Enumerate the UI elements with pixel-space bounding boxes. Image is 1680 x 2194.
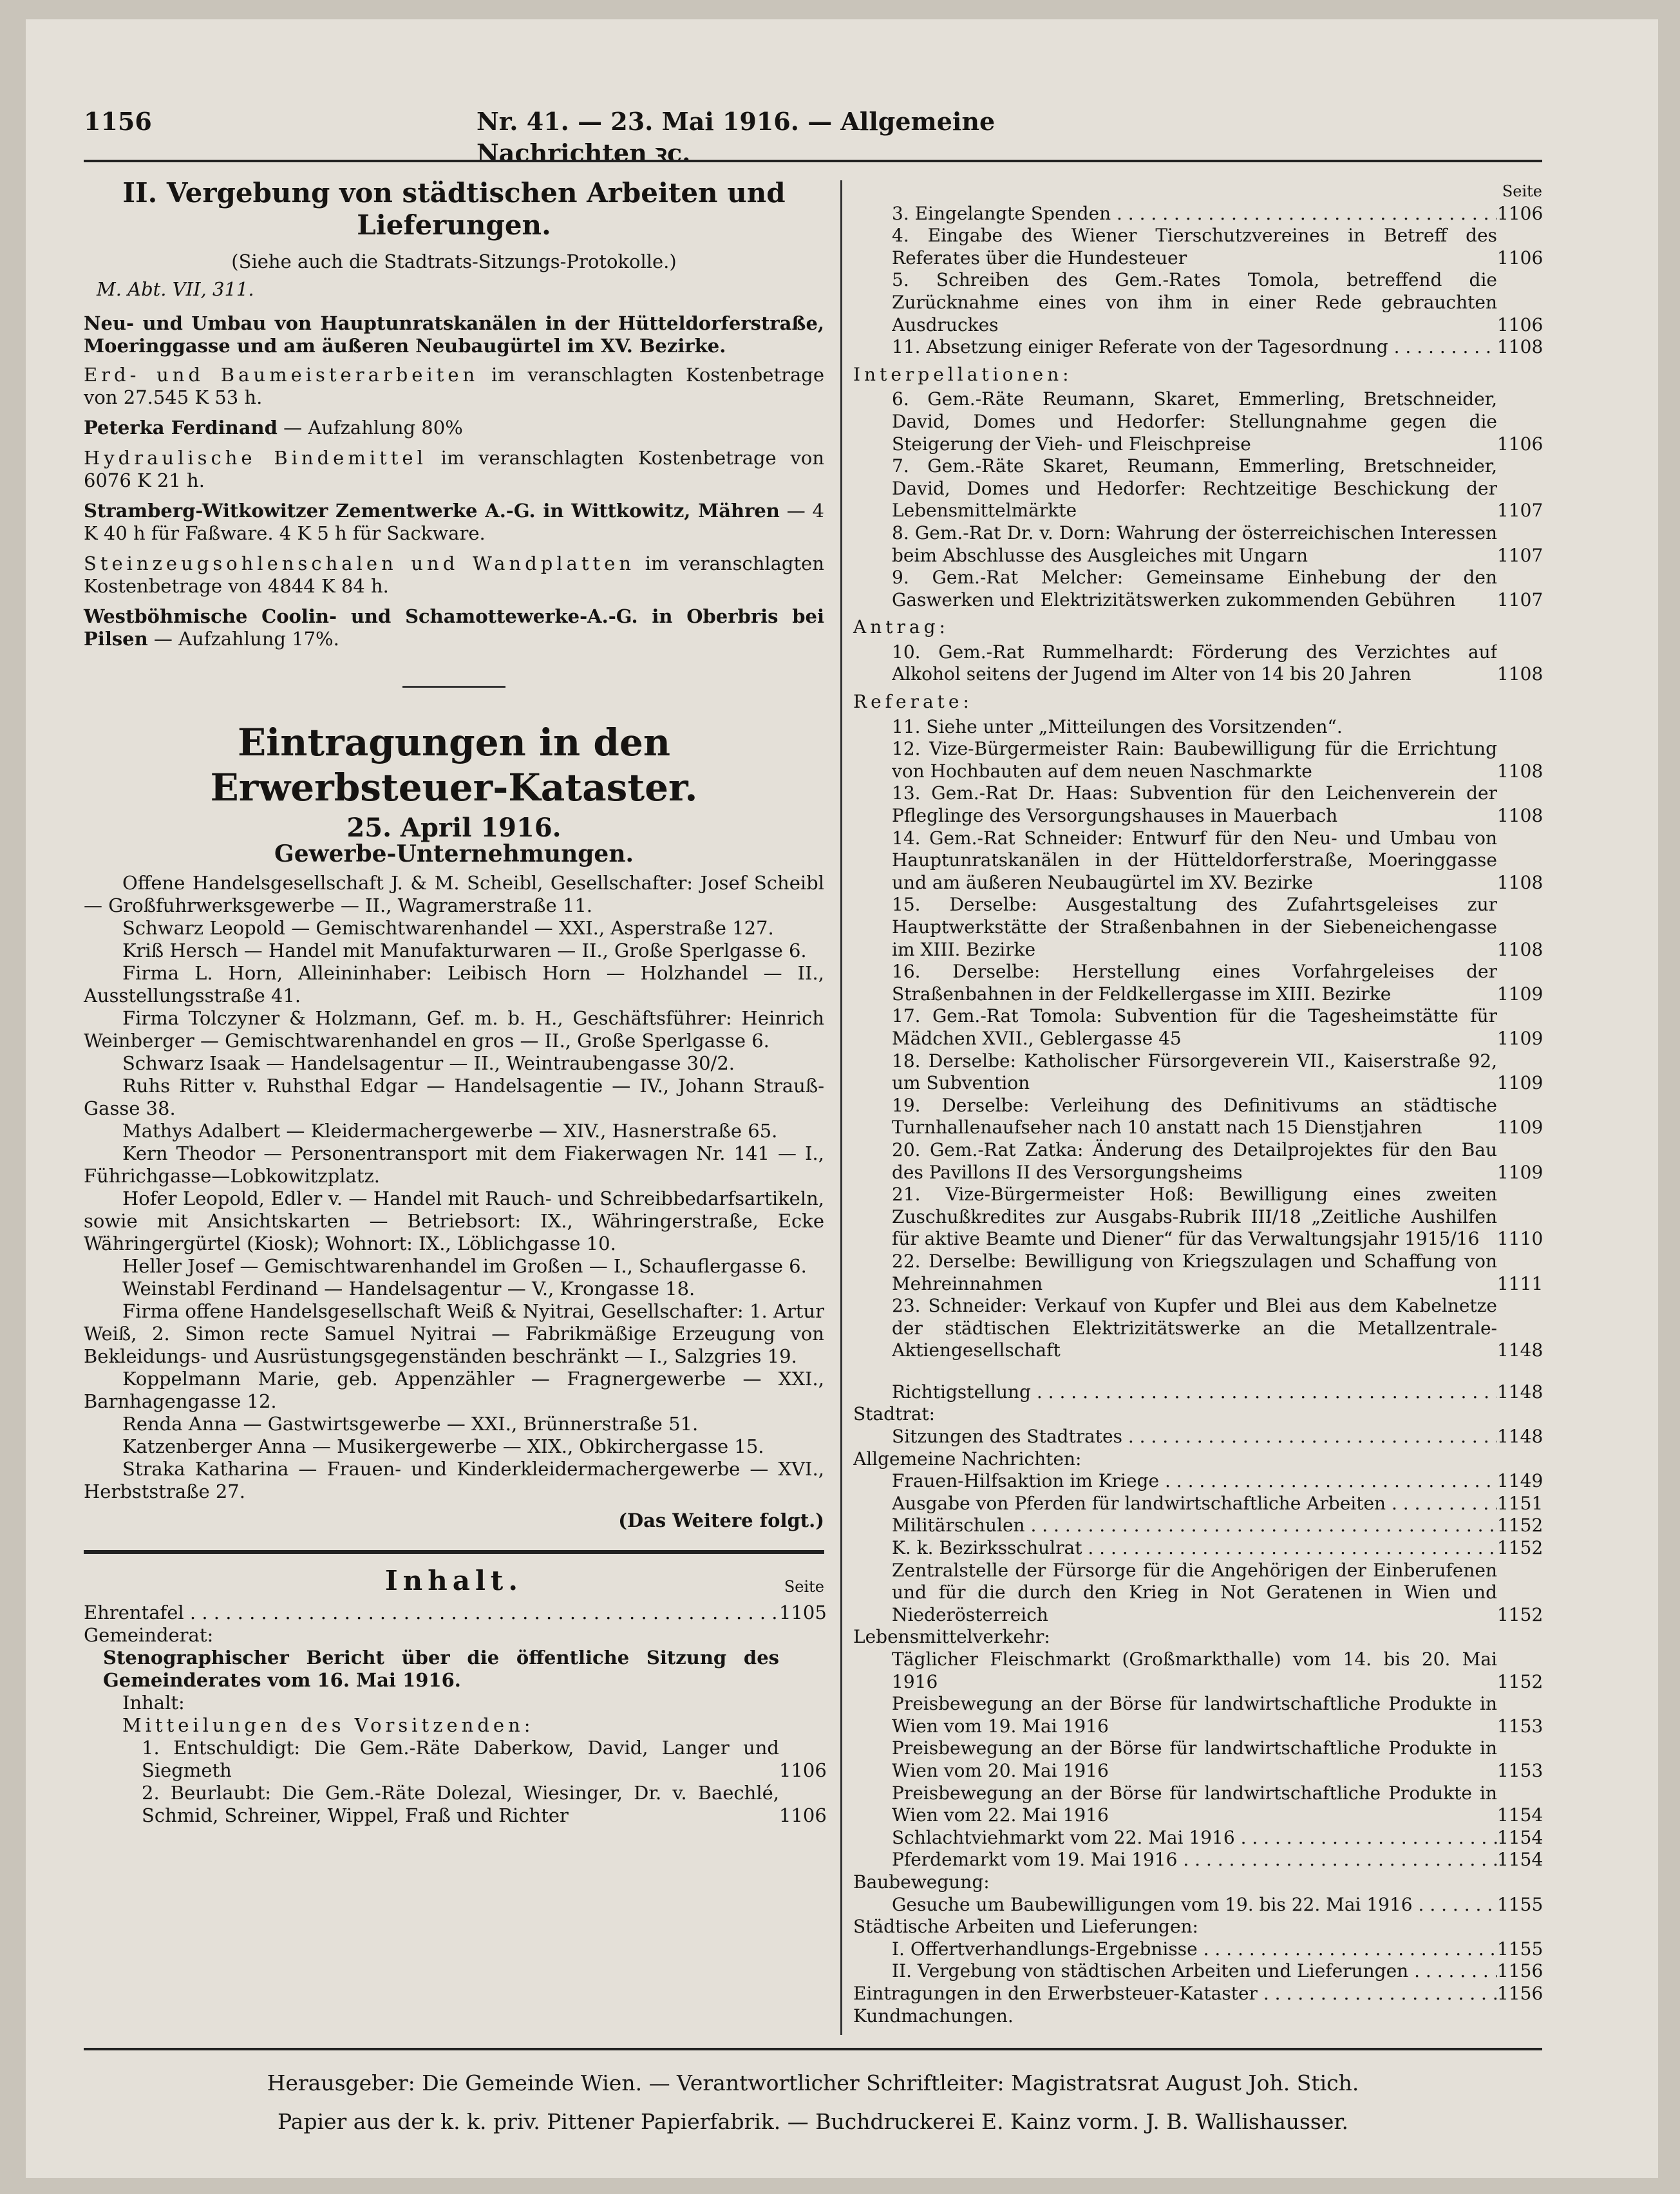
running-title: Nr. 41. — 23. Mai 1916. — Allgemeine Nachrichten ꝛc. [477,107,996,167]
toc-item [892,1184,1542,1251]
toc-item [142,1737,827,1782]
tender-item [84,417,824,439]
toc-group-title: Interpellationen: [853,363,1073,385]
kataster-entry: Schwarz Isaak — Handelsagentur — II., Weintraubengasse 30/2. [122,1052,735,1074]
toc-item [892,225,1542,269]
toc-item-page: 1156 [1497,1960,1543,1982]
toc-item [892,1139,1542,1184]
toc-item [853,1916,1542,1938]
project-title: Neu- und Umbau von Hauptunratskanälen in der Hütteldorferstraße, Moeringgasse und am äußeren Neubaugürtel im XV. Bezirke. [84,312,824,357]
toc-item-page: 1152 [1497,1537,1543,1559]
toc-item-label: 5. Schreiben des Gem.-Rates Tomola, betreffend die Zurücknahme eines von ihm in einer Rede gebrauchten Ausdruckes [892,269,1497,336]
toc-item [892,1960,1542,1983]
toc-item [84,1624,824,1647]
toc-item [892,1827,1542,1849]
kataster-entry: Kern Theodor — Personentransport mit dem Fiakerwagen Nr. 141 — I., Führichgasse—Lobkowitzplatz. [84,1142,824,1187]
toc-item-label: Mitteilungen des Vorsitzenden: [122,1714,534,1736]
toc-item-label: 1. Entschuldigt: Die Gem.-Räte Daberkow, David, Langer und Siegmeth [142,1737,779,1781]
tender-item-head: Steinzeugsohlenschalen und Wandplatten [84,553,636,574]
kataster-entry: Heller Josef — Gemischtwarenhandel im Großen — I., Schauflergasse 6. [122,1255,807,1277]
toc-item-label: 4. Eingabe des Wiener Tierschutzvereines in Betreff des Referates über die Hundesteuer [892,225,1497,269]
toc-item [853,1983,1542,2005]
toc-item [892,1894,1542,1916]
toc-item-page: 1109 [1497,1117,1543,1139]
toc-item-label: 6. Gem.-Räte Reumann, Skaret, Emmerling, Bretschneider, David, Domes und Hedorfer: Stellungnahme gegen die Steigerung der Vieh- und Fleischpreise [892,388,1497,455]
toc-item-label: 8. Gem.-Rat Dr. v. Dorn: Wahrung der österreichischen Interessen beim Abschlusse des Ausgleiches mit Ungarn [892,522,1497,566]
toc-item-page: 1105 [779,1602,827,1623]
toc-item-label: I. Offertverhandlungs-Ergebnisse . . . [892,1938,1497,1961]
tender-item-head: Peterka Ferdinand [84,417,278,439]
toc-item-page: 1106 [779,1759,827,1781]
continued-note: (Das Weitere folgt.) [618,1509,824,1531]
toc-item [892,1783,1542,1827]
toc-item-label: K. k. Bezirksschulrat . . . [892,1537,1497,1560]
toc-item [892,961,1542,1005]
toc-item-page: 1148 [1497,1339,1543,1361]
see-also-note: (Siehe auch die Stadtrats-Sitzungs-Protokolle.) [231,251,677,272]
toc-item [892,567,1542,611]
toc-item-label: 13. Gem.-Rat Dr. Haas: Subvention für den Leichenverein der Pfleglinge des Versorgungshauses in Mauerbach [892,782,1497,827]
toc-item-page: 1107 [1497,544,1543,566]
kataster-entry: Firma L. Horn, Alleininhaber: Leibisch Horn — Holzhandel — II., Ausstellungsstraße 41. [84,962,824,1007]
toc-item [892,1537,1542,1560]
page-number: 1156 [84,107,152,136]
toc-item [892,782,1542,827]
tender-item [84,605,824,650]
imprint [84,2064,1542,2141]
toc-item [892,716,1542,739]
toc-item-label: 14. Gem.-Rat Schneider: Entwurf für den Neu- und Umbau von Hauptunratskanälen in der Hütteldorferstraße, Moeringgasse und am äußeren Neubaugürtel im XV. Bezirke [892,827,1497,893]
toc-item-label: 20. Gem.-Rat Zatka: Änderung des Detailprojektes für den Bau des Pavillons II des Versorgungsheims [892,1139,1497,1183]
tender-item-text: — Aufzahlung 17%. [147,628,339,650]
department-ref: M. Abt. VII, 311. [97,278,254,300]
toc-item [892,827,1542,894]
toc-item-label: Täglicher Fleischmarkt (Großmarkthalle) vom 14. bis 20. Mai 1916 [892,1649,1497,1692]
kataster-entry: Straka Katharina — Frauen- und Kinderkleidermachergewerbe — XVI., Herbststraße 27. [84,1458,824,1502]
kataster-entry: Offene Handelsgesellschaft J. & M. Scheibl, Gesellschafter: Josef Scheibl — Großfuhrwerksgewerbe — II., Wagramerstraße 11. [84,872,824,916]
toc-item-label: Frauen-Hilfsaktion im Kriege . . . [892,1470,1497,1493]
kataster-entry: Kriß Hersch — Handel mit Manufakturwaren — II., Große Sperlgasse 6. [122,940,807,961]
kataster-entry: Mathys Adalbert — Kleidermachergewerbe — XIV., Hasnerstraße 65. [122,1120,778,1142]
toc-item [853,1403,1542,1426]
toc-item [892,894,1542,961]
kataster-entry: Koppelmann Marie, geb. Appenzähler — Fragnergewerbe — XXI., Barnhagengasse 12. [84,1368,824,1412]
toc-item [892,1493,1542,1515]
kataster-subtitle: Gewerbe-Unternehmungen. [274,840,634,867]
toc-item [892,1295,1542,1362]
right-column [853,180,1542,2027]
toc-item-label: Sitzungen des Stadtrates . . . [892,1426,1497,1448]
toc-item-page: 1110 [1497,1228,1543,1250]
toc-item-page: 1106 [1497,247,1543,269]
toc-item [892,1251,1542,1295]
toc-item-page: 1109 [1497,1161,1543,1183]
toc-item-page: 1108 [1497,760,1543,782]
toc-item-page: 1148 [1497,1381,1543,1403]
toc-item-label: 11. Absetzung einiger Referate von der Tagesordnung . . . [892,336,1497,359]
toc-item-page: 1154 [1497,1826,1543,1848]
toc-item-label: II. Vergebung von städtischen Arbeiten und Lieferungen . . . [892,1960,1497,1983]
tender-items [84,364,824,650]
kataster-entry: Ruhs Ritter v. Ruhsthal Edgar — Handelsagentie — IV., Johann Strauß-Gasse 38. [84,1075,824,1119]
tender-item-text: — Aufzahlung 80% [277,417,463,439]
toc-item-label: Schlachtviehmarkt vom 22. Mai 1916 . . . [892,1827,1497,1849]
toc-item-page: 1152 [1497,1515,1543,1537]
toc-item-label: 9. Gem.-Rat Melcher: Gemeinsame Einhebung der den Gaswerken und Elektrizitätswerken zukommenden Gebühren [892,567,1497,610]
toc-item-label: Ehrentafel . . . [84,1602,779,1624]
toc-item [892,1426,1542,1448]
seite-label: Seite [784,1578,824,1596]
toc-item-label: 16. Derselbe: Herstellung eines Vorfahrgeleises der Straßenbahnen in der Feldkellergasse im XIII. Bezirke [892,961,1497,1005]
toc-item [892,336,1542,359]
toc-item-page: 1111 [1497,1272,1543,1294]
toc-item [892,1095,1542,1139]
toc-item-label: Pferdemarkt vom 19. Mai 1916 . . . [892,1849,1497,1871]
tender-item-head: Westböhmische Coolin- und Schamottewerke-A.-G. in Oberbris bei Pilsen [84,605,824,650]
toc-item [892,1693,1542,1737]
toc-item-label: Preisbewegung an der Börse für landwirtschaftliche Produkte in Wien vom 19. Mai 1916 [892,1693,1497,1737]
toc-item-label: Lebensmittelverkehr: [853,1626,1050,1648]
toc-item-page: 1106 [1497,433,1543,455]
toc-item [892,1515,1542,1537]
toc-item-page: 1108 [1497,663,1543,685]
section-separator [402,686,505,688]
toc-item-page: 1109 [1497,1072,1543,1094]
toc-item-label: Allgemeine Nachrichten: [853,1448,1082,1470]
toc-item-label: 17. Gem.-Rat Tomola: Subvention für die Tagesheimstätte für Mädchen XVII., Geblergasse 45 [892,1005,1497,1049]
column-divider [840,180,842,2035]
toc-group-title: Antrag: [853,616,949,638]
toc-group-title: Referate: [853,691,973,713]
toc-item-label: 3. Eingelangte Spenden . . . [892,203,1497,225]
toc-item [892,1938,1542,1961]
kataster-entry: Renda Anna — Gastwirtsgewerbe — XXI., Brünnerstraße 51. [122,1413,699,1435]
toc-item-page: 1107 [1497,589,1543,610]
toc-item-page: 1153 [1497,1715,1543,1737]
toc-item-label: Gesuche um Baubewilligungen vom 19. bis 22. Mai 1916 . . . [892,1894,1497,1916]
toc-item-label: Kundmachungen. [853,2005,1014,2027]
toc-item [892,1737,1542,1782]
toc-item-label: 15. Derselbe: Ausgestaltung des Zufahrtsgeleises zur Hauptwerkstätte der Straßenbahnen in der Siebeneichengasse im XIII. Bezirke [892,894,1497,960]
toc-item-page: 1149 [1497,1470,1543,1492]
toc-item [892,203,1542,225]
toc-item [84,1602,827,1624]
tender-item [84,447,824,492]
toc-item-label: 7. Gem.-Räte Skaret, Reumann, Emmerling, Bretschneider, David, Domes und Hedorfer: Rechtzeitige Beschickung der Lebensmittelmärkte [892,455,1497,522]
imprint-printer: Papier aus der k. k. priv. Pittener Papierfabrik. — Buchdruckerei E. Kainz vorm. J. B. Wallishausser. [277,2109,1349,2134]
toc-item-label: Zentralstelle der Fürsorge für die Angehörigen der Einberufenen und für die durch den Krieg in Not Geratenen in Wien und Niederösterreich [892,1559,1497,1625]
toc-item [853,1448,1542,1471]
toc-item-page: 1148 [1497,1426,1543,1448]
inhalt-title: Inhalt. [385,1565,523,1596]
toc-item-page: 1153 [1497,1759,1543,1781]
toc-item-label: Preisbewegung an der Börse für landwirtschaftliche Produkte in Wien vom 22. Mai 1916 [892,1782,1497,1826]
toc-item [892,641,1542,686]
tender-item-text: — 4 K 40 h für Faßware. 4 K 5 h für Sackware. [84,500,825,544]
toc-item-label: Baubewegung: [853,1871,990,1893]
toc-item-page: 1109 [1497,1027,1543,1049]
toc-item-label: Ausgabe von Pferden für landwirtschaftliche Arbeiten . . . [892,1493,1497,1515]
toc-item-label: 18. Derselbe: Katholischer Fürsorgeverein VII., Kaiserstraße 92, um Subvention [892,1050,1497,1094]
toc-item [892,1849,1542,1871]
header-rule [84,160,1542,162]
kataster-entry: Katzenberger Anna — Musikergewerbe — XIX., Obkirchergasse 15. [122,1435,764,1457]
toc-item [892,269,1542,336]
toc-item-label: 22. Derselbe: Bewilligung von Kriegszulagen und Schaffung von Mehreinnahmen [892,1250,1497,1294]
tender-item-head: Stramberg-Witkowitzer Zementwerke A.-G. in Wittkowitz, Mähren [84,500,780,522]
toc-item [892,1050,1542,1095]
footer-rule [84,2048,1542,2050]
toc-item [892,388,1542,455]
toc-item-page: 1154 [1497,1849,1543,1871]
tender-item-text: im veranschlagten Kostenbetrage von 4844 K 84 h. [84,553,824,597]
seite-label-right: Seite [1502,182,1542,200]
toc-item [892,1005,1542,1050]
toc-item [892,738,1542,782]
toc-item [892,1560,1542,1627]
toc-item-label: Preisbewegung an der Börse für landwirtschaftliche Produkte in Wien vom 20. Mai 1916 [892,1737,1497,1781]
toc-item-label: Stenographischer Bericht über die öffentliche Sitzung des Gemeinderates vom 16. Mai 1916. [103,1647,779,1691]
toc-item-label: 23. Schneider: Verkauf von Kupfer und Blei aus dem Kabelnetze der städtischen Elektrizitätswerke an die Metallzentrale-Aktiengesellschaft [892,1295,1497,1361]
tender-item-text: im veranschlagten Kostenbetrage von 6076 K 21 h. [84,447,824,491]
tender-item [84,500,824,545]
toc-spacer [853,1362,1542,1381]
toc-item-page: 1108 [1497,938,1543,960]
inhalt-header [84,1565,824,1602]
toc-item [892,1470,1542,1493]
toc-item [142,1782,827,1827]
toc-item-page: 1152 [1497,1670,1543,1692]
kataster-title: Eintragungen in den Erwerbsteuer-Kataster. [210,721,698,809]
toc-item-page: 1108 [1497,871,1543,893]
toc-item-page: 1109 [1497,983,1543,1005]
toc-item [892,1381,1542,1404]
toc-item-page: 1155 [1497,1938,1543,1960]
tender-item [84,364,824,409]
imprint-publisher: Herausgeber: Die Gemeinde Wien. — Verantwortlicher Schriftleiter: Magistratsrat August Joh. Stich. [267,2070,1359,2095]
toc-item [103,1647,824,1692]
toc-item-page: 1155 [1497,1893,1543,1915]
toc-item-label: Richtigstellung . . . [892,1381,1497,1404]
toc-item-label: Gemeinderat: [84,1624,214,1646]
toc-item [892,522,1542,567]
toc-item [853,2005,1542,2028]
kataster-entry: Firma offene Handelsgesellschaft Weiß & Nyitrai, Gesellschafter: 1. Artur Weiß, 2. Simon recte Samuel Nyitrai — Fabrikmäßige Erzeugung von Bekleidungs- und Ausrüstungsgegenständen beschränkt — I., Salzgries 19. [84,1300,824,1367]
toc-item-label: Inhalt: [122,1692,185,1714]
kataster-entry: Firma Tolczyner & Holzmann, Gef. m. b. H., Geschäftsführer: Heinrich Weinberger — Gemischtwarenhandel en gros — II., Große Sperlgasse 6. [84,1007,824,1052]
toc-item-page: 1152 [1497,1603,1543,1625]
kataster-entries [84,872,824,1503]
toc-item-page: 1106 [1497,202,1543,224]
toc-item-label: 12. Vize-Bürgermeister Rain: Baubewilligung für die Errichtung von Hochbauten auf dem neuen Naschmarkte [892,738,1497,782]
toc-item-page: 1108 [1497,805,1543,827]
toc-item-label: Militärschulen . . . [892,1515,1497,1537]
toc-item [892,455,1542,522]
toc-left [84,1602,827,1827]
toc-item [853,1871,1542,1894]
toc-right [853,203,1542,2028]
toc-item [122,1692,824,1714]
toc-item-label: 11. Siehe unter „Mitteilungen des Vorsitzenden“. [892,715,1343,737]
left-column [84,177,827,1827]
toc-item-label: 19. Derselbe: Verleihung des Definitivums an städtische Turnhallenaufseher nach 10 anstatt nach 15 Dienstjahren [892,1094,1497,1139]
toc-item-page: 1151 [1497,1492,1543,1514]
tender-item [84,553,824,598]
kataster-entry: Hofer Leopold, Edler v. — Handel mit Rauch- und Schreibbedarfsartikeln, sowie mit Ansichtskarten — Betriebsort: IX., Währingerstraße, Ecke Währingergürtel (Kiosk); Wohnort: IX., Löblichgasse 10. [84,1187,824,1254]
toc-item-page: 1107 [1497,500,1543,522]
toc-item-label: 10. Gem.-Rat Rummelhardt: Förderung des Verzichtes auf Alkohol seitens der Jugend im Alter von 14 bis 20 Jahren [892,641,1497,685]
tender-item-text: im veranschlagten Kostenbetrage von 27.545 K 53 h. [84,364,824,408]
toc-item-label: Städtische Arbeiten und Lieferungen: [853,1916,1198,1938]
toc-item-page: 1106 [779,1804,827,1826]
toc-item-page: 1106 [1497,314,1543,336]
toc-item-page: 1156 [1497,1982,1543,2004]
kataster-entry: Schwarz Leopold — Gemischtwarenhandel — XXI., Asperstraße 127. [122,917,774,939]
tender-item-head: Hydraulische Bindemittel [84,447,427,469]
kataster-entry: Weinstabl Ferdinand — Handelsagentur — V., Krongasse 18. [122,1278,695,1300]
toc-item-label: Eintragungen in den Erwerbsteuer-Kataster . . . [853,1983,1497,2005]
toc-item-label: Stadtrat: [853,1403,936,1425]
section-title: II. Vergebung von städtischen Arbeiten und Lieferungen. [122,177,786,241]
toc-item [892,1649,1542,1693]
toc-item [853,1626,1542,1649]
kataster-date: 25. April 1916. [346,813,562,843]
tender-item-head: Erd- und Baumeisterarbeiten [84,364,479,386]
toc-item-label: 2. Beurlaubt: Die Gem.-Räte Dolezal, Wiesinger, Dr. v. Baechlé, Schmid, Schreiner, Wippel, Fraß und Richter [142,1782,779,1826]
toc-item-page: 1108 [1497,336,1543,358]
toc-item-label: 21. Vize-Bürgermeister Hoß: Bewilligung eines zweiten Zuschußkredites zur Ausgabs-Rubrik III/18 „Zeitliche Aushilfen für aktive Beamte und Diener“ für das Verwaltungsjahr 1915/16 [892,1184,1497,1250]
toc-item-page: 1154 [1497,1804,1543,1826]
inhalt-rule [84,1550,824,1554]
toc-item [122,1714,824,1737]
